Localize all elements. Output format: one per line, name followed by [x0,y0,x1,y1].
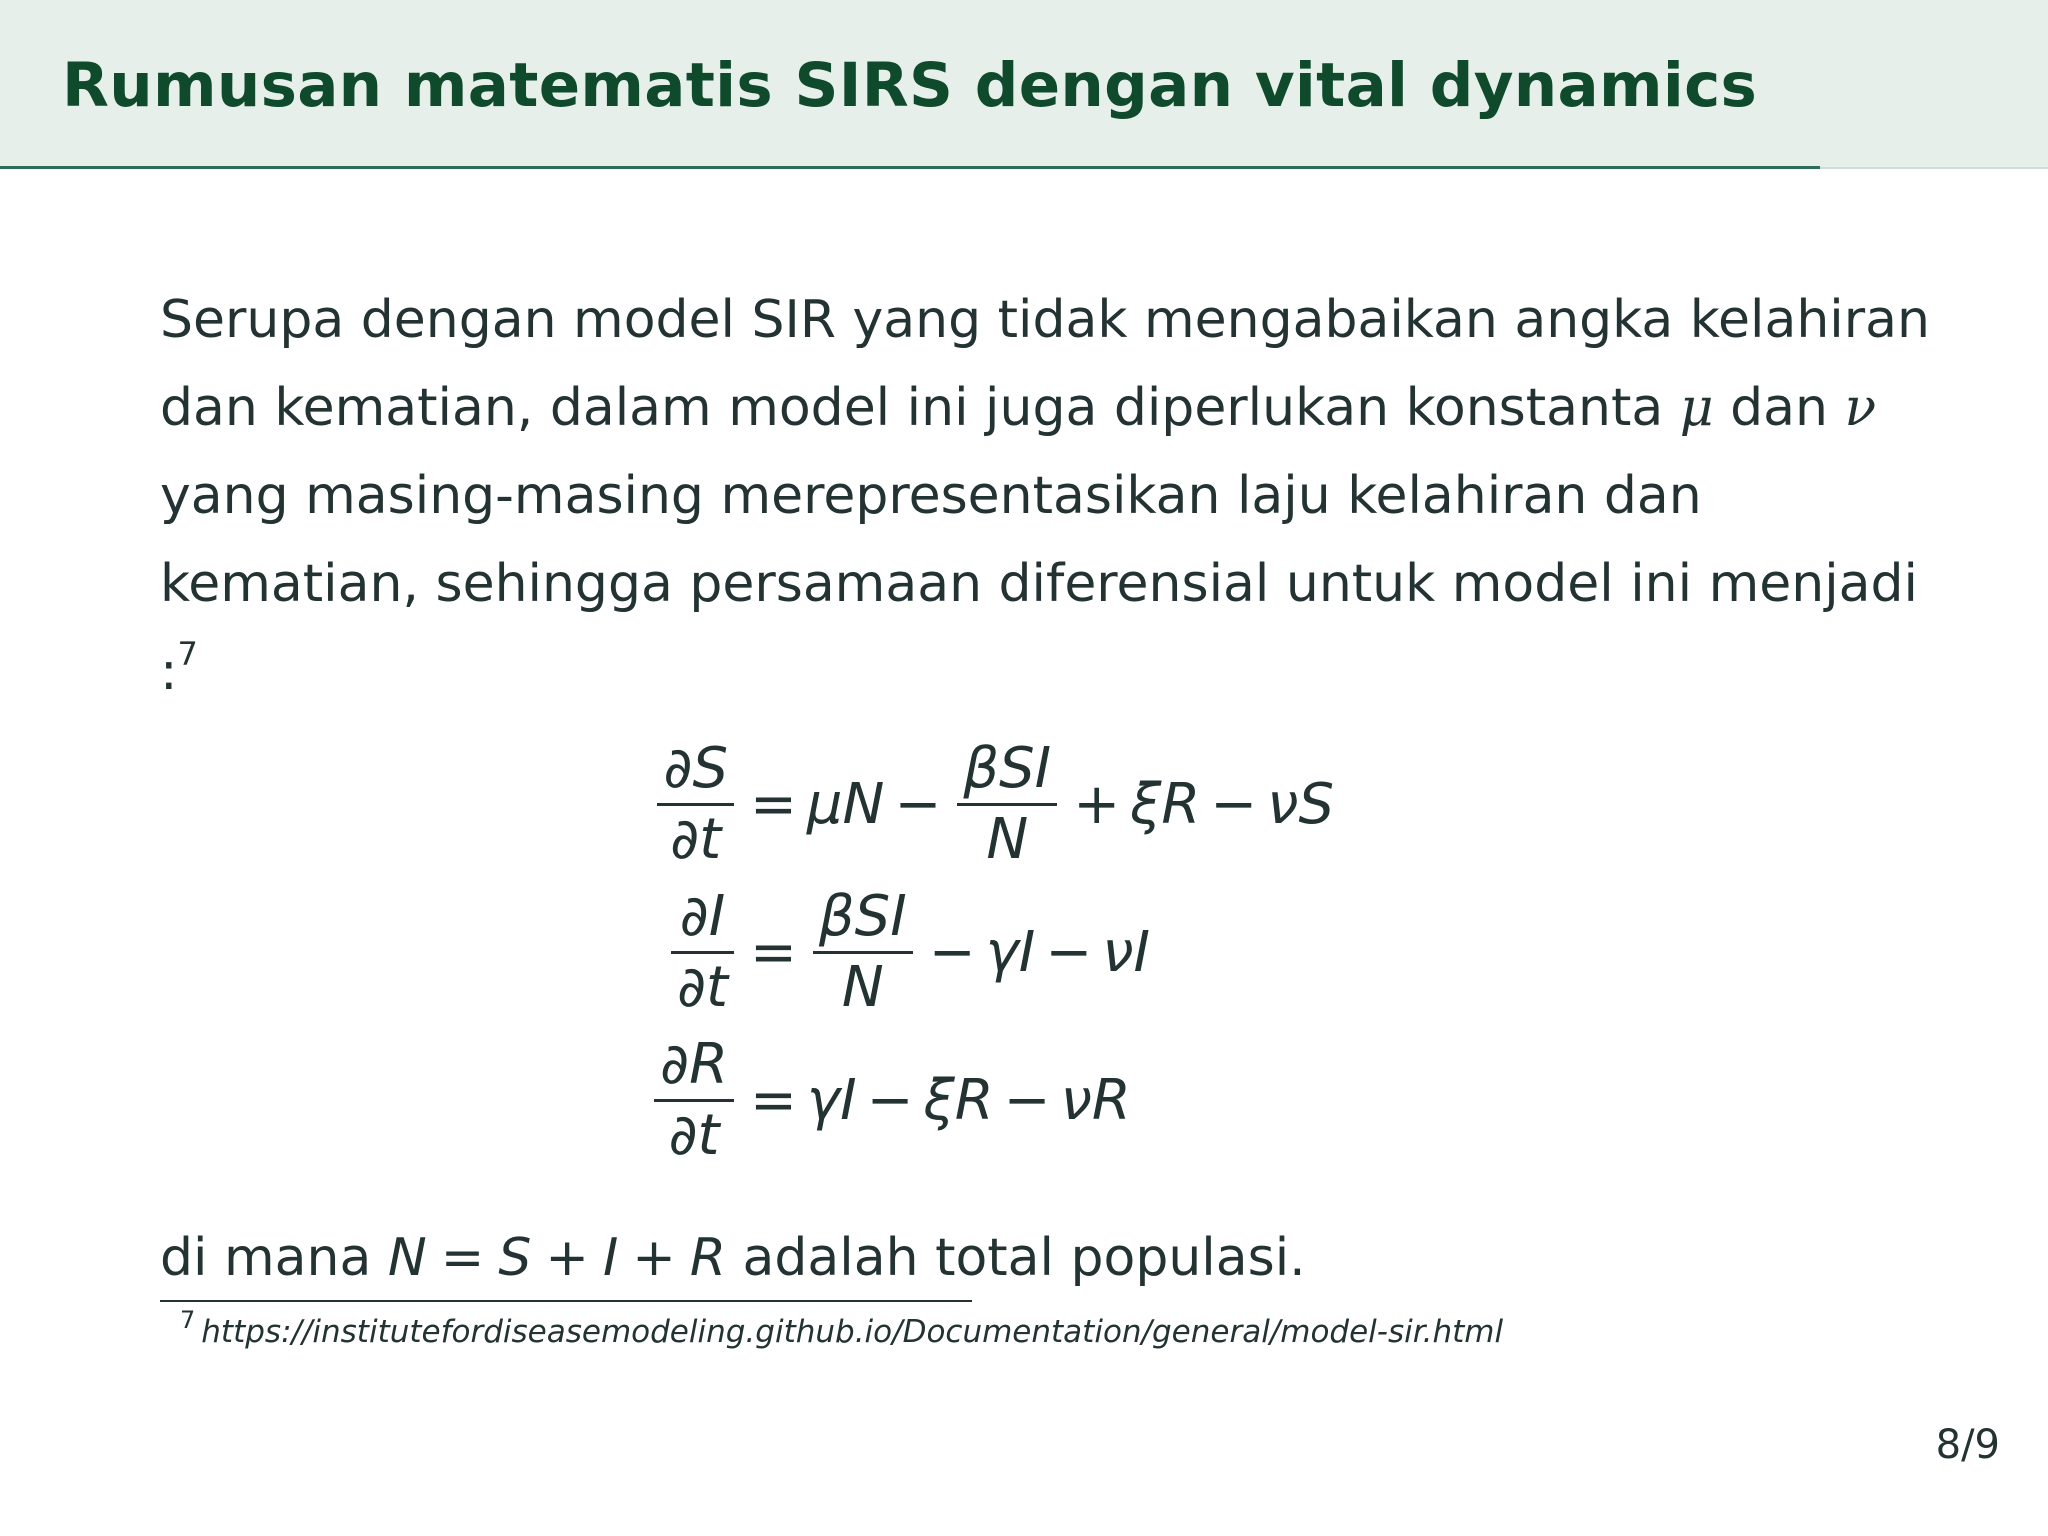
equation-lhs [500,883,740,1022]
term: γI [806,1067,857,1133]
equation-lhs [500,1031,740,1170]
colon: : [160,642,178,702]
footnote-divider [160,1300,972,1302]
fraction-numerator: ∂I [679,883,726,949]
fraction-denominator: ∂t [668,1102,720,1168]
population-definition [160,1228,1306,1288]
footnote-mark: 7 [180,1306,196,1334]
fraction-denominator: N [986,806,1029,872]
equation-lhs [500,735,740,874]
fraction-denominator: ∂t [677,954,728,1020]
fraction-numerator: ∂R [660,1031,728,1097]
definition-prefix: di mana [160,1228,388,1288]
body-line-4: kematian, sehingga persamaan diferensial untuk model ini menjadi [160,554,1918,614]
footnote [180,1306,1504,1350]
body-line-2-text-b: dan [1713,378,1845,438]
operator: − [1210,771,1258,837]
var-I: I [602,1228,619,1288]
term: ξR [1130,771,1201,837]
operator: − [1045,919,1093,985]
body-line-3: yang masing-masing merepresentasikan laju kelahiran dan [160,466,1702,526]
page-number: 8/9 [1935,1422,2000,1468]
operator: − [866,1067,914,1133]
fraction-denominator: N [841,954,884,1020]
derivative-fraction [671,883,734,1022]
equals-sign: = [750,1067,797,1133]
footnote-url[interactable]: https://institutefordiseasemodeling.github.io/Documentation/general/model-sir.html [201,1314,1504,1350]
plus-sign: + [632,1228,676,1288]
fraction-numerator: βSI [963,735,1052,801]
equals-sign: = [750,919,797,985]
equation-rhs [740,883,1150,1022]
body-line-2 [160,364,1900,452]
nu-symbol: ν [1844,378,1877,438]
infection-fraction [813,883,913,1022]
footnote-reference: 7 [177,635,198,673]
term: νR [1060,1067,1131,1133]
equation-rhs [740,735,1334,874]
term: γI [985,919,1036,985]
term: μN [806,771,885,837]
fraction-denominator: ∂t [670,806,722,872]
equals-sign: = [750,771,797,837]
derivative-fraction [657,735,734,874]
operator: − [894,771,942,837]
mu-symbol: μ [1679,378,1714,438]
var-S: S [498,1228,532,1288]
body-line-5 [160,628,1900,722]
equals-sign: = [440,1228,485,1288]
operator: − [1003,1067,1051,1133]
equation-dR [500,1026,1500,1174]
header-divider-tail [1820,167,2048,169]
body-line-2-text-a: dan kematian, dalam model ini juga diperlukan konstanta [160,378,1680,438]
slide-title: Rumusan matematis SIRS dengan vital dynamics [62,50,1758,121]
header-divider [0,166,1820,169]
equation-block [500,730,1500,1174]
body-line-1: Serupa dengan model SIR yang tidak mengabaikan angka kelahiran [160,290,1930,350]
operator: + [1073,771,1121,837]
term: ξR [923,1067,994,1133]
operator: − [928,919,976,985]
definition-suffix: adalah total populasi. [726,1228,1306,1288]
equation-dS [500,730,1500,878]
infection-fraction [957,735,1057,874]
fraction-numerator: βSI [818,883,907,949]
term: νI [1102,919,1151,985]
var-R: R [689,1228,726,1288]
term: νS [1267,771,1334,837]
equation-dI [500,878,1500,1026]
derivative-fraction [654,1031,734,1170]
var-N: N [387,1228,427,1288]
fraction-numerator: ∂S [663,735,728,801]
equation-rhs [740,1068,1131,1133]
body-paragraph [160,276,1930,722]
plus-sign: + [545,1228,589,1288]
